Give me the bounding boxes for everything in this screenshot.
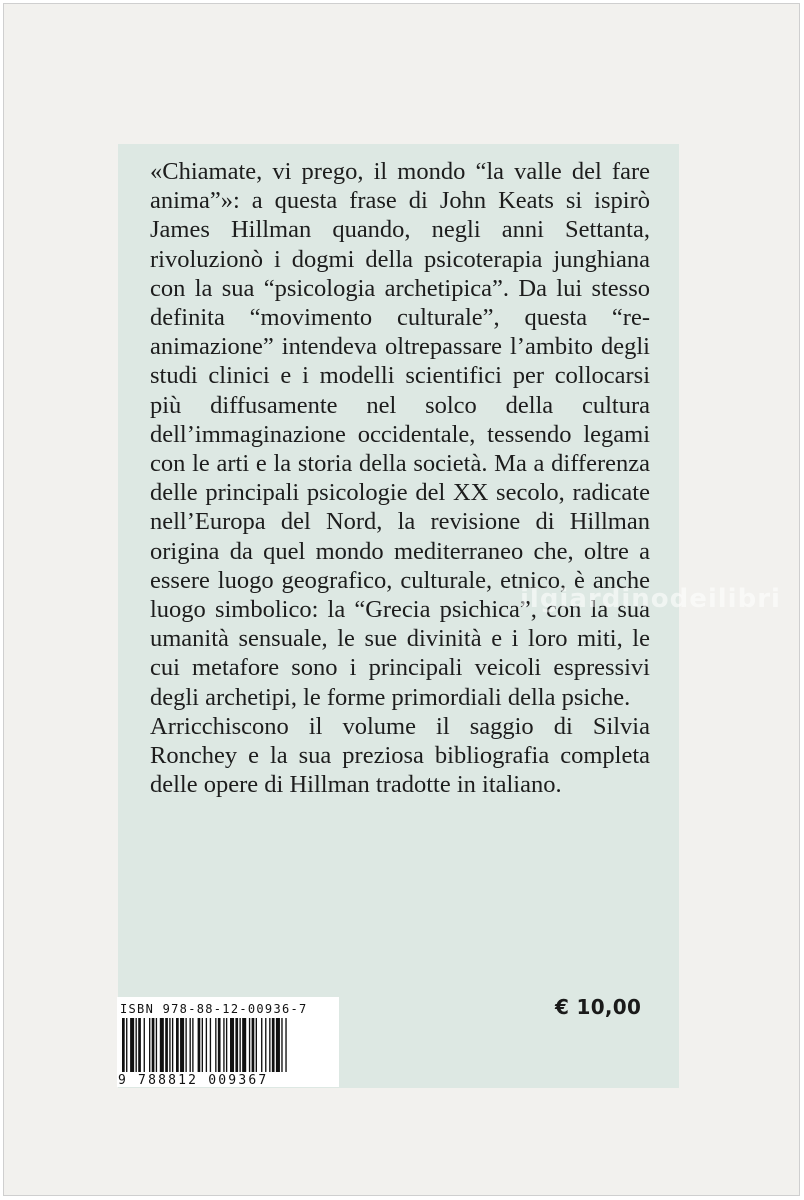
- isbn-label: ISBN 978-88-12-00936-7: [120, 1002, 308, 1016]
- price-label: € 10,00: [555, 995, 642, 1019]
- barcode-digits: 9 788812 009367: [118, 1073, 269, 1088]
- blurb-text: [150, 157, 650, 799]
- blurb-paragraph-1: «Chiamate, vi prego, il mondo “la valle del fare anima”»: a questa frase di John Keats si ispirò James Hillman quando, negli anni Settanta, rivoluzionò i dogmi della psicoterapia junghiana con la sua “psicologia archetipica”. Da lui stesso definita “movimento culturale”, questa “re-animazione” intendeva oltrepassare l’ambito degli studi clinici e i modelli scientifici per collocarsi più diffusamente nel solco della cultura dell’immaginazione occidentale, tessendo legami con le arti e la storia della società. Ma a differenza delle principali psicologie del XX secolo, radicate nell’Europa del Nord, la revisione di Hillman origina da quel mondo mediterraneo che, oltre a essere luogo geografico, culturale, etnico, è anche luogo simbolico: la “Grecia psichica”, con la sua umanità sensuale, le sue divinità e i loro miti, le cui metafore sono i principali veicoli espressivi degli archetipi, le forme primordiali della psiche.: [150, 158, 650, 711]
- blurb-paragraph-2: Arricchiscono il volume il saggio di Silvia Ronchey e la sua preziosa bibliografia completa delle opere di Hillman tradotte in italiano.: [150, 712, 650, 799]
- watermark: ilgiardinodeilibri: [520, 584, 781, 614]
- barcode-image: [122, 1018, 334, 1074]
